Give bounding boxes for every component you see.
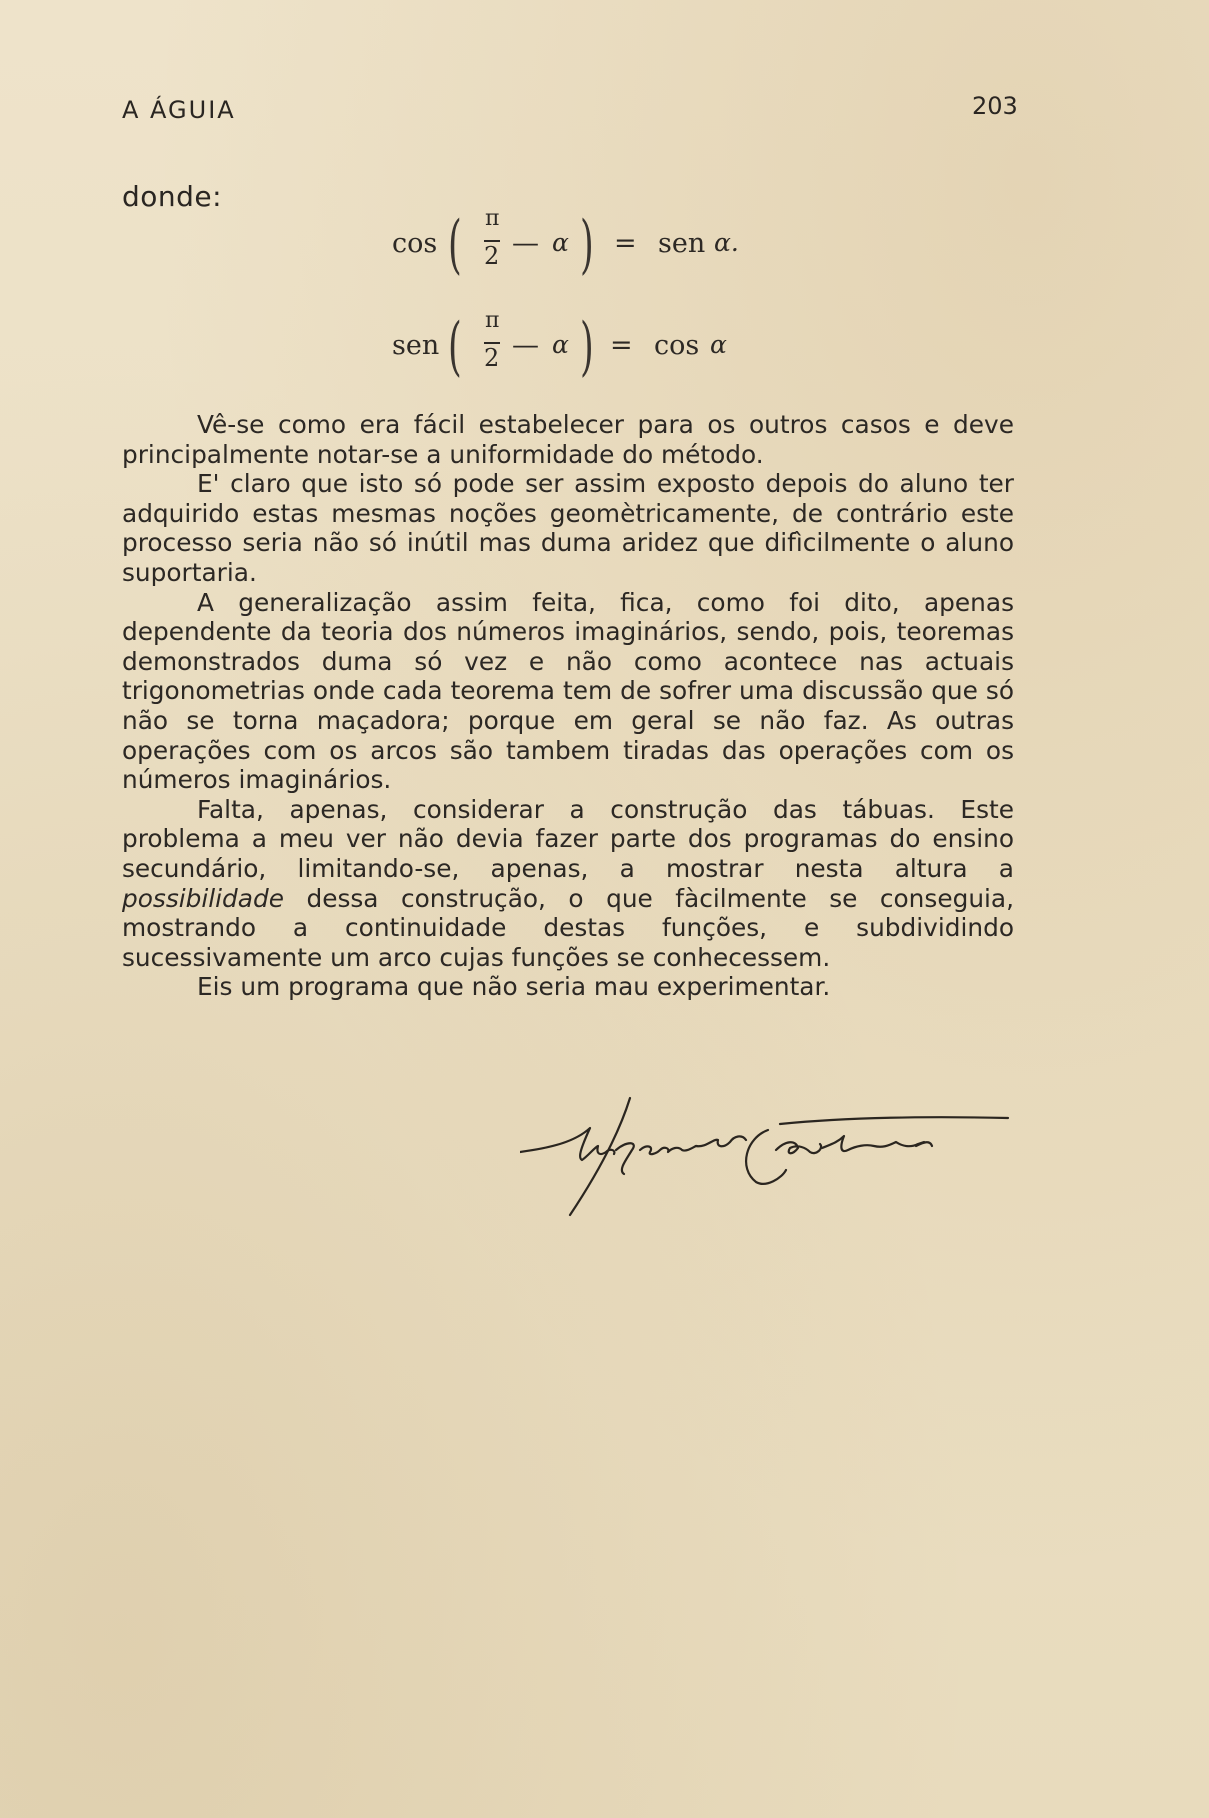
open-paren: (	[448, 310, 462, 384]
rhs-function: sen	[658, 228, 706, 259]
equals-sign: =	[610, 330, 633, 361]
open-paren: (	[448, 208, 462, 282]
close-paren: )	[580, 208, 594, 282]
paragraph-4-text-a: Falta, apenas, considerar a construção das tábuas. Este problema a meu ver não devia fazer parte dos programas do ensino secundário, limitando-se, apenas, a mostrar nesta altura a	[122, 794, 1014, 883]
emphasis-possibilidade: possibilidade	[122, 883, 284, 913]
rhs-alpha: α.	[714, 228, 739, 257]
intro-label: donde:	[122, 180, 223, 213]
fraction-numerator: π	[485, 308, 500, 333]
paragraph-1: Vê-se como era fácil estabelecer para os outros casos e deve principalmente notar-se a uniformidade do método.	[122, 410, 1014, 469]
handwritten-signature	[520, 1090, 1020, 1220]
formula-function: sen	[392, 330, 440, 361]
alpha-symbol: α	[552, 330, 569, 359]
paragraph-2: E' claro que isto só pode ser assim exposto depois do aluno ter adquirido estas mesmas noções geomètricamente, de contrário este processo seria não só inútil mas duma aridez que difìcilmente o aluno suportaria.	[122, 469, 1014, 587]
body-text	[122, 410, 1014, 1002]
minus-sign: —	[512, 228, 539, 259]
fraction-numerator: π	[485, 206, 500, 231]
fraction-denominator: 2	[484, 344, 500, 372]
running-header-title: A ÁGUIA	[122, 96, 236, 124]
paragraph-3: A generalização assim feita, fica, como foi dito, apenas dependente da teoria dos números imaginários, sendo, pois, teoremas demonstrados duma só vez e não como acontece nas actuais trigonometrias onde cada teorema tem de sofrer uma discussão que só não se torna maçadora; porque em geral se não faz. As outras operações com os arcos são tambem tiradas das operações com os números imaginários.	[122, 587, 1014, 795]
paragraph-4	[122, 795, 1014, 973]
rhs-function: cos	[654, 330, 700, 361]
formula-function: cos	[392, 228, 438, 259]
alpha-symbol: α	[552, 228, 569, 257]
close-paren: )	[580, 310, 594, 384]
page-number: 203	[972, 92, 1018, 120]
paragraph-4-text-b: dessa construção, o que fàcilmente se conseguia, mostrando a continuidade destas funções, e subdividindo sucessivamente um arco cujas funções se conhecessem.	[122, 883, 1014, 972]
minus-sign: —	[512, 330, 539, 361]
fraction-denominator: 2	[484, 242, 500, 270]
paragraph-5: Eis um programa que não seria mau experimentar.	[197, 972, 831, 1002]
equals-sign: =	[614, 228, 637, 259]
rhs-alpha: α	[710, 330, 727, 359]
